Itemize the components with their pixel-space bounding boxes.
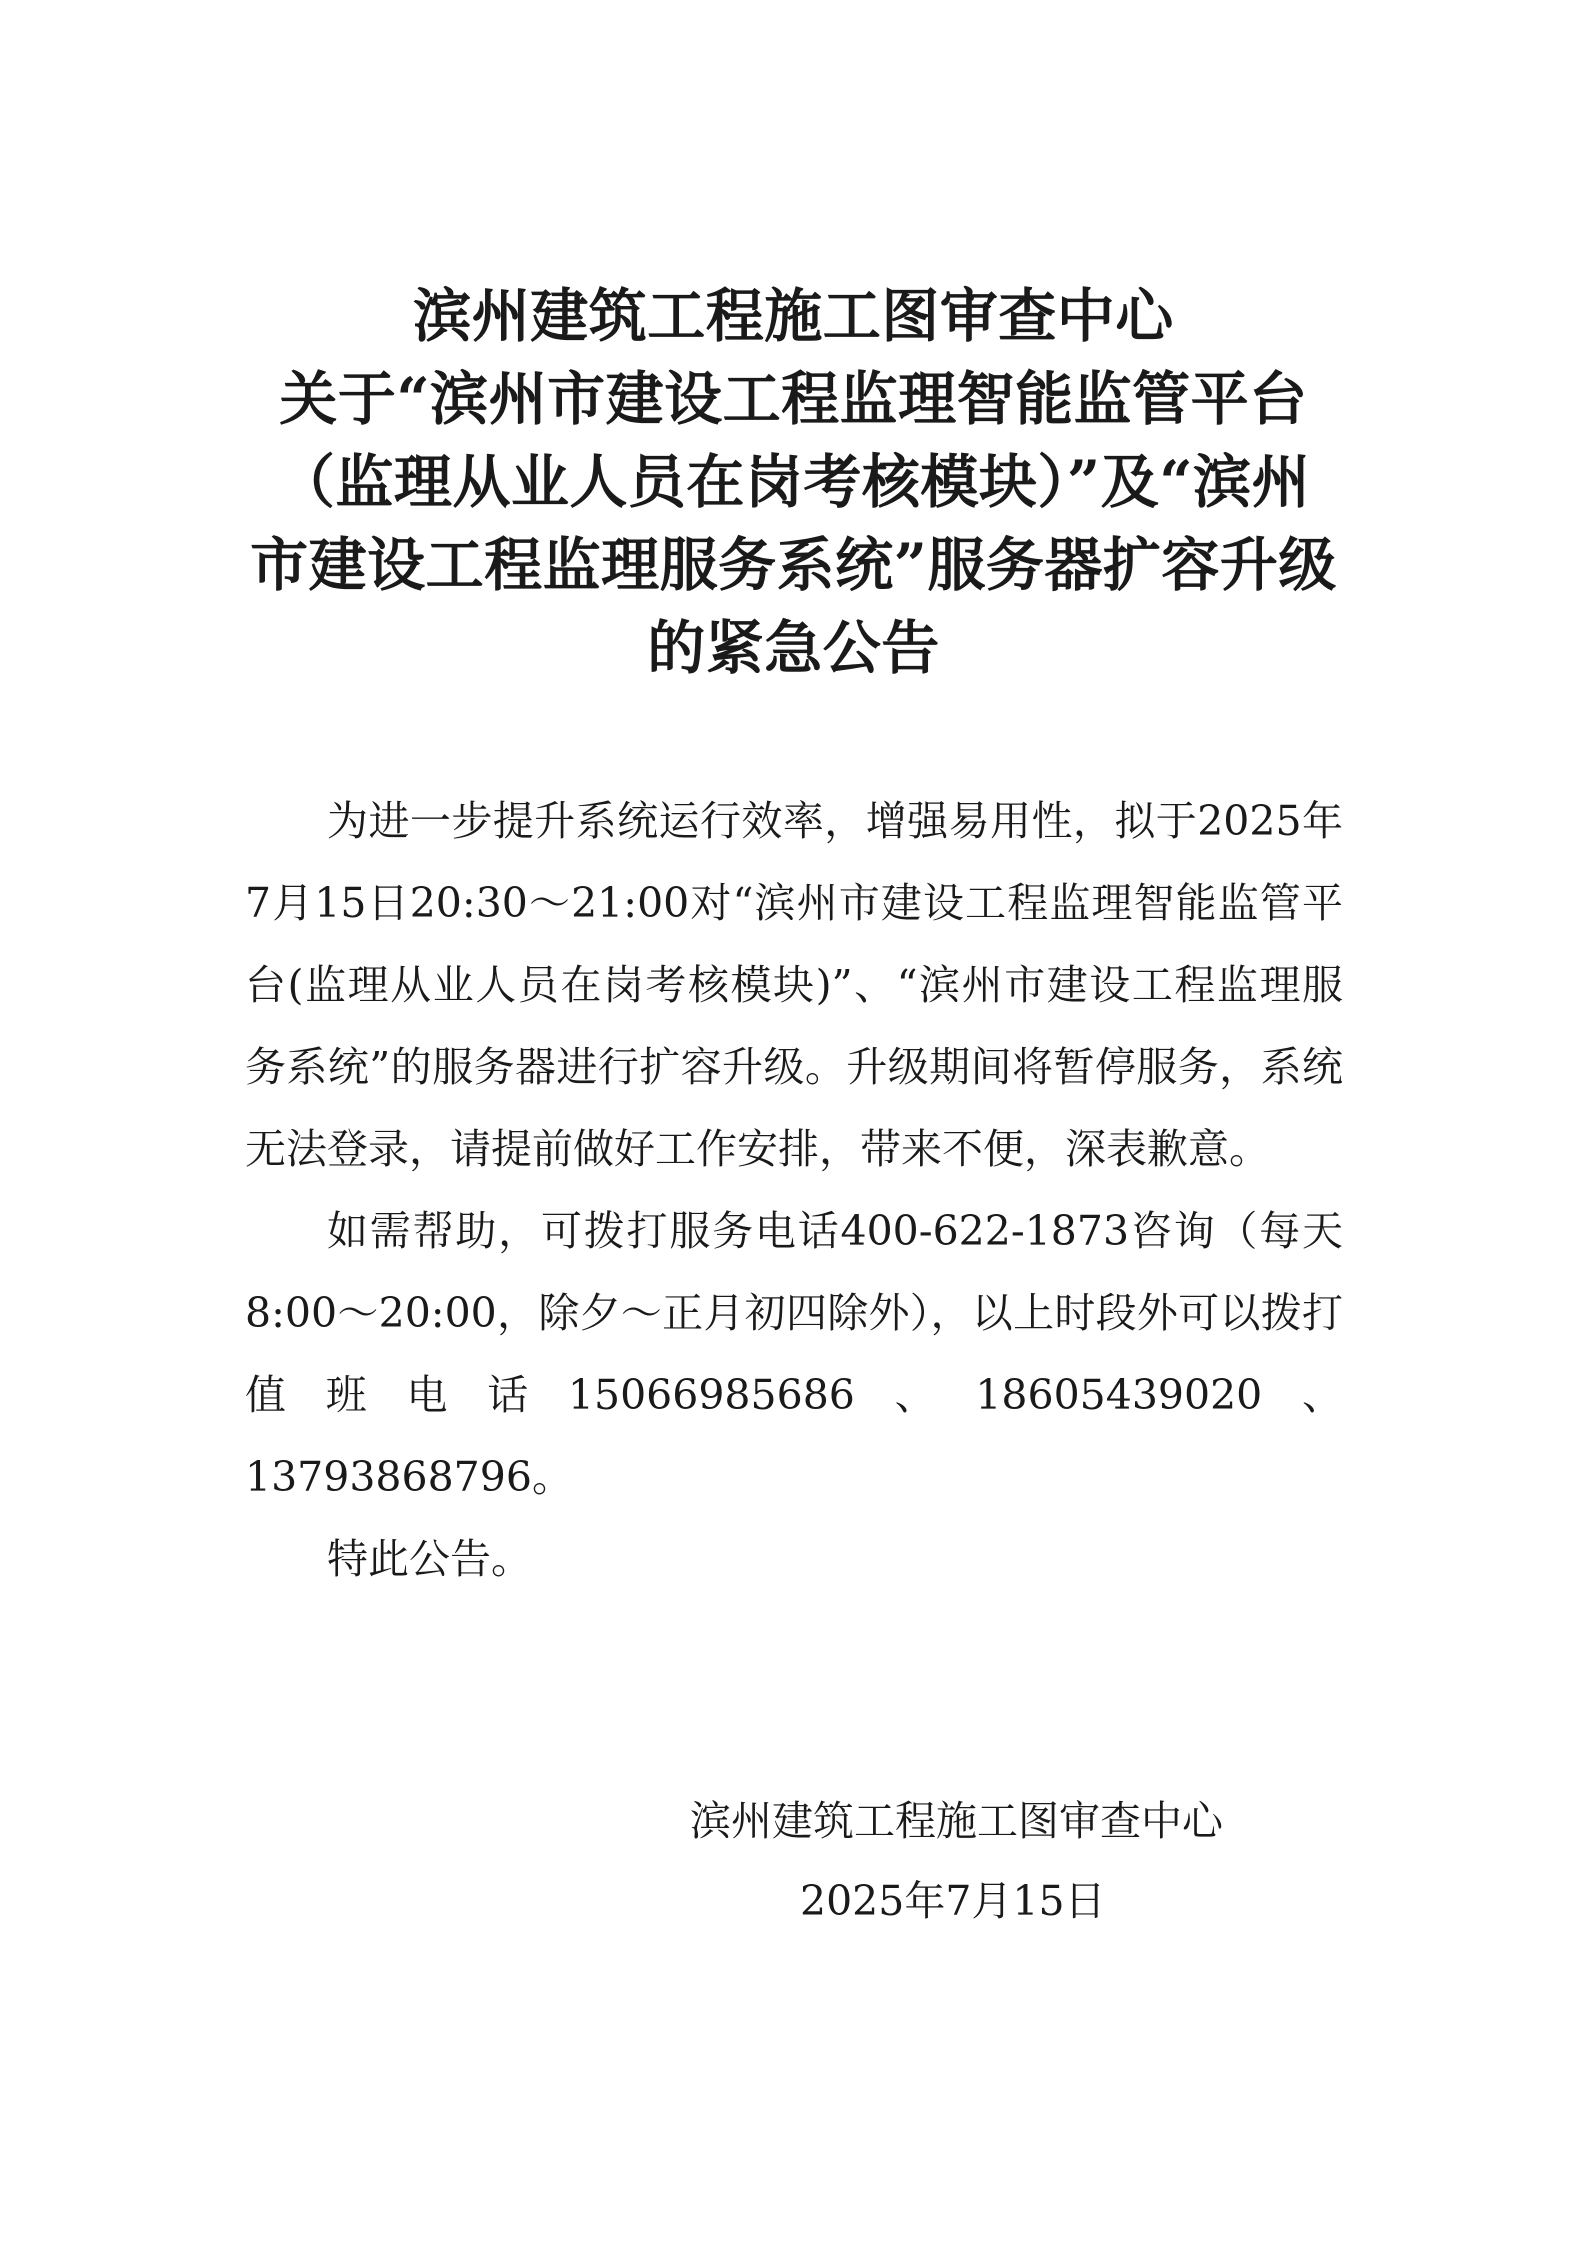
notice-title <box>240 275 1347 690</box>
title-line-5: 的紧急公告 <box>647 614 940 682</box>
signature-organization: 滨州建筑工程施工图审查中心 <box>690 1797 1223 1845</box>
title-line-2: 关于“滨州市建设工程监理智能监管平台 <box>279 365 1308 433</box>
title-line-4: 市建设工程监理服务系统”服务器扩容升级 <box>250 531 1337 599</box>
title-line-1: 滨州建筑工程施工图审查中心 <box>413 282 1174 350</box>
paragraph-closing: 特此公告。 <box>327 1535 532 1583</box>
signature-date: 2025年7月15日 <box>800 1877 1106 1925</box>
paragraph-upgrade-notice: 为进一步提升系统运行效率，增强易用性，拟于2025年7月15日20:30～21:00对“滨州市建设工程监理智能监管平台(监理从业人员在岗考核模块)”、“滨州市建设工程监理服务系统”的服务器进行扩容升级。升级期间将暂停服务，系统无法登录，请提前做好工作安排，带来不便，深表歉意。 <box>245 797 1343 1173</box>
paragraph-contact-info: 如需帮助，可拨打服务电话400-622-1873咨询（每天8:00～20:00，除夕～正月初四除外），以上时段外可以拨打值班电话15066985686、18605439020、13793868796。 <box>245 1207 1343 1501</box>
notice-body <box>245 780 1343 1600</box>
title-line-3: （监理从业人员在岗考核模块）”及“滨州 <box>276 448 1311 516</box>
